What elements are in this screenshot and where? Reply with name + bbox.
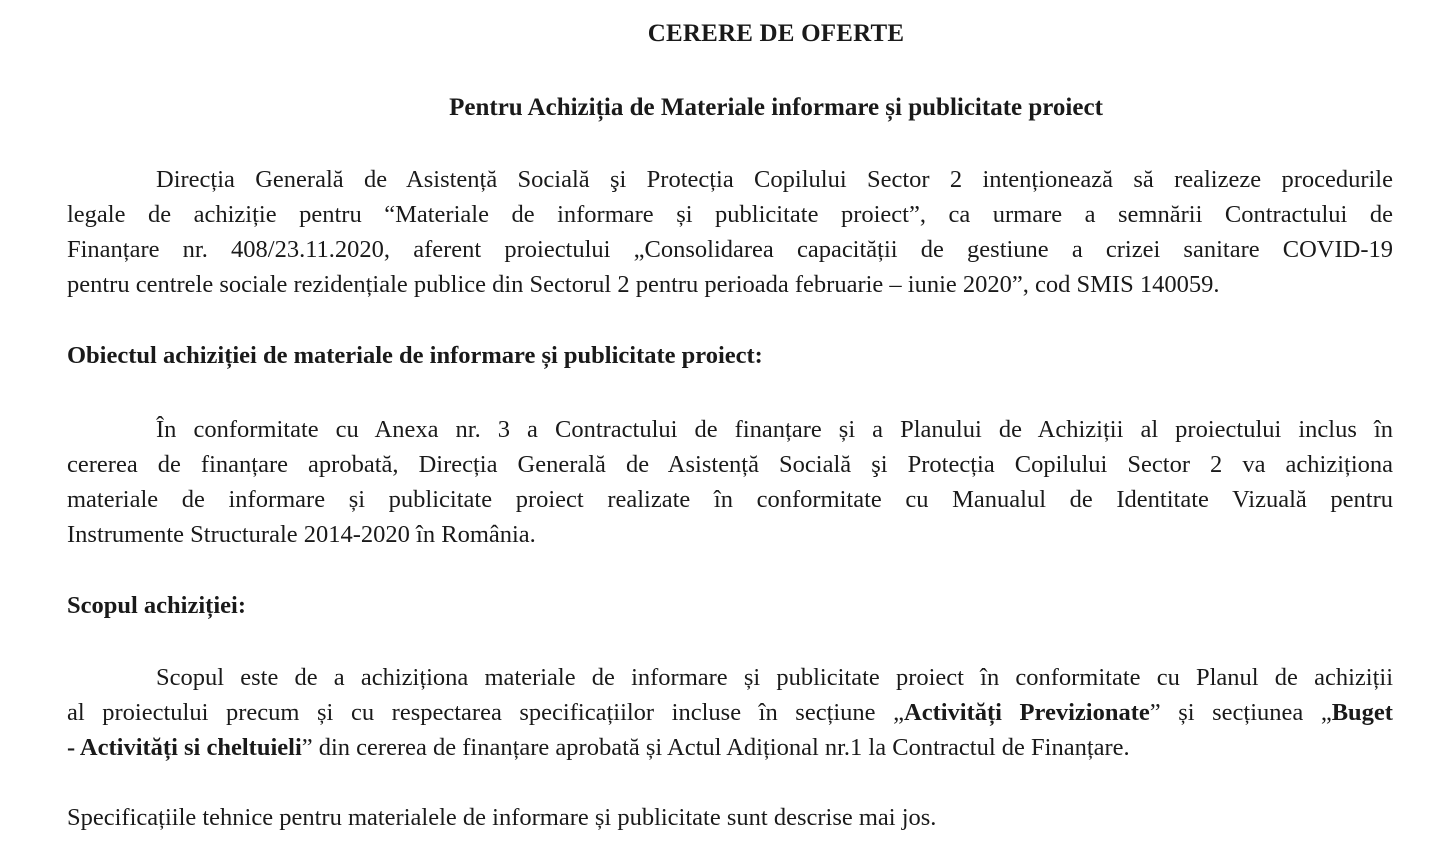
specificatii-line: Specificațiile tehnice pentru materialele de informare și publicitate sunt descrise mai jos. [67,804,937,831]
obiect-line-4: Instrumente Structurale 2014-2020 în România. [67,521,536,548]
scop-line-3-text: ” din cererea de finanțare aprobată și Actul Adițional nr.1 la Contractul de Finanțare. [301,734,1130,761]
obiect-line-1: În conformitate cu Anexa nr. 3 a Contractului de finanțare și a Planului de Achiziții al proiectului inclus în [156,416,1393,443]
intro-paragraph [67,162,1393,302]
document-subtitle: Pentru Achiziția de Materiale informare și publicitate proiect [449,94,1103,121]
scop-bold-activitati-previzionate: Activități Previzionate [904,699,1150,726]
section-heading-obiect: Obiectul achiziției de materiale de informare și publicitate proiect: [67,342,763,369]
intro-line-1: Direcția Generală de Asistență Socială şi Protecția Copilului Sector 2 intenționează să realizeze procedurile [156,166,1393,193]
intro-line-3: Finanțare nr. 408/23.11.2020, aferent proiectului „Consolidarea capacității de gestiune a crizei sanitare COVID-19 [67,236,1393,263]
scop-line-3 [67,730,1393,765]
scop-paragraph [67,660,1393,765]
intro-line-2: legale de achiziție pentru “Materiale de informare și publicitate proiect”, ca urmare a semnării Contractului de [67,201,1393,228]
scop-line-2 [67,695,1393,730]
section-heading-scop: Scopul achiziției: [67,592,246,619]
specificatii-paragraph [67,800,1393,835]
obiect-line-2: cererea de finanțare aprobată, Direcția Generală de Asistență Socială şi Protecția Copilului Sector 2 va achiziționa [67,451,1393,478]
scop-line-1: Scopul este de a achiziționa materiale de informare și publicitate proiect în conformitate cu Planul de achiziții [156,664,1393,691]
obiect-paragraph [67,412,1393,552]
intro-line-4: pentru centrele sociale rezidențiale publice din Sectorul 2 pentru perioada februarie – iunie 2020”, cod SMIS 140059. [67,271,1220,298]
scop-bold-buget: Buget [1331,699,1393,726]
scop-line-2-text-b: ” și secțiunea „ [1149,699,1332,726]
obiect-line-3: materiale de informare și publicitate proiect realizate în conformitate cu Manualul de Identitate Vizuală pentru [67,486,1393,513]
scop-line-2-text-a: al proiectului precum și cu respectarea specificațiilor incluse în secțiune „ [67,699,905,726]
scop-bold-activitati-cheltuieli: - Activități si cheltuieli [67,734,302,761]
document-title: CERERE DE OFERTE [647,20,905,47]
